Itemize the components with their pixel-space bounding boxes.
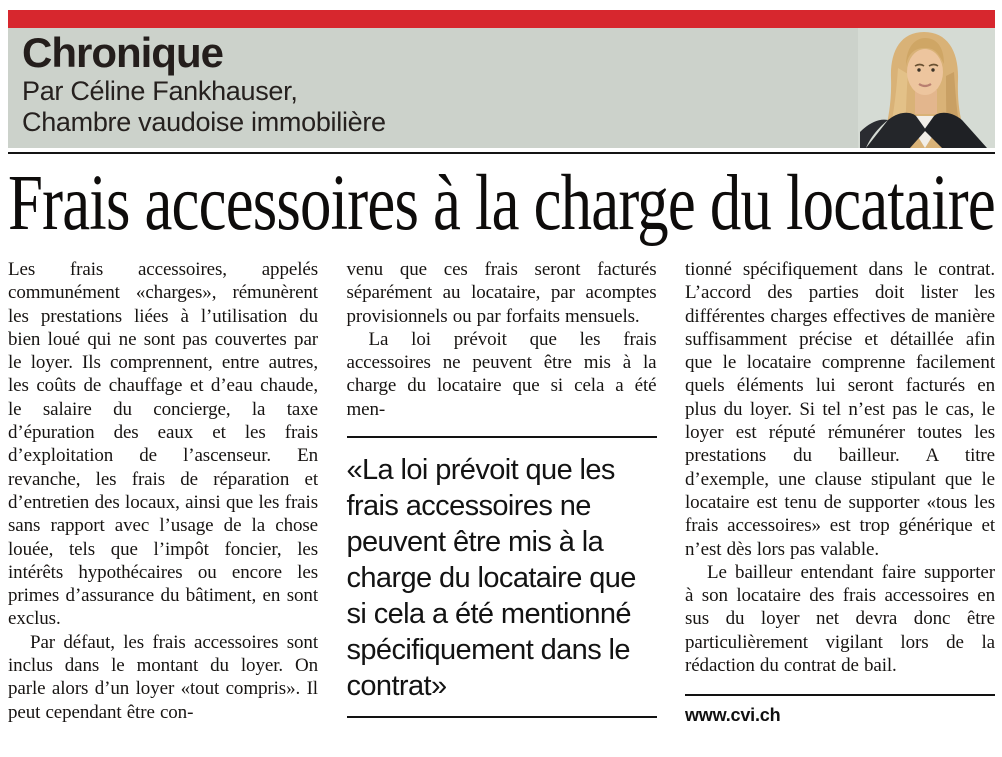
headline-row (8, 156, 995, 254)
byline-author: Par Céline Fankhauser, (22, 76, 298, 106)
column-3 (685, 258, 995, 750)
website-link[interactable]: www.cvi.ch (685, 705, 781, 726)
chronique-masthead (8, 28, 995, 148)
paragraph: venu que ces frais seront facturés séparément au locataire, par acomptes provisionnels ou par forfaits mensuels. (346, 259, 657, 327)
column-1 (8, 258, 318, 750)
author-photo (858, 28, 995, 148)
article-body (8, 258, 995, 750)
paragraph: La loi prévoit que les frais accessoires ne peuvent être mis à la charge du locataire que si cela a été men- (346, 328, 657, 420)
top-red-bar (8, 10, 995, 28)
article-footer (685, 694, 995, 726)
pull-quote: «La loi prévoit que les frais accessoires ne peuvent être mis à la charge du locataire que si cela a été mentionné spécifiquement dans le contrat» (347, 436, 657, 718)
paragraph: Les frais accessoires, appelés communément «charges», rémunèrent les prestations liées à l’utilisation du bien loué qui ne sont pas couvertes par le loyer. Ils comprennent, entre autres, les coûts de chauffage et d’eau chaude, le salaire du concierge, la taxe d’épuration des eaux et les frais d’exploitation de l’ascenseur. En revanche, les frais de réparation et d’entretien des locaux, ainsi que les frais sans rapport avec l’usage de la chose louée, tels que l’impôt foncier, les intérêts hypothécaires ou encore les primes d’assurance du bâtiment, en sont exclus. (8, 259, 318, 630)
header-divider (8, 152, 995, 154)
article-headline: Frais accessoires à la charge du locataire (8, 160, 995, 247)
section-title: Chronique (22, 29, 223, 76)
paragraph: Le bailleur entendant faire supporter à son locataire des frais accessoires en sus du loyer net devra donc être particulièrement vigilant lors de la rédaction du contrat de bail. (685, 561, 995, 677)
masthead-text (22, 30, 386, 138)
byline-organization: Chambre vaudoise immobilière (22, 107, 386, 137)
paragraph: tionné spécifiquement dans le contrat. L’accord des parties doit lister les différentes charges effectives de manière suffisamment précise et détaillée afin que le locataire comprenne facilement quels éléments lui seront facturés en plus du loyer. Si tel n’est pas le cas, le loyer est réputé rémunérer toutes les prestations du bailleur. A titre d’exemple, une clause stipulant que le locataire est tenu de supporter «tous les frais accessoires» est trop générique et n’est dès lors pas valable. (685, 259, 995, 560)
column-2 (347, 258, 657, 750)
paragraph: Par défaut, les frais accessoires sont inclus dans le montant du loyer. On parle alors d’un loyer «tout compris». Il peut cependant être con- (8, 631, 318, 723)
